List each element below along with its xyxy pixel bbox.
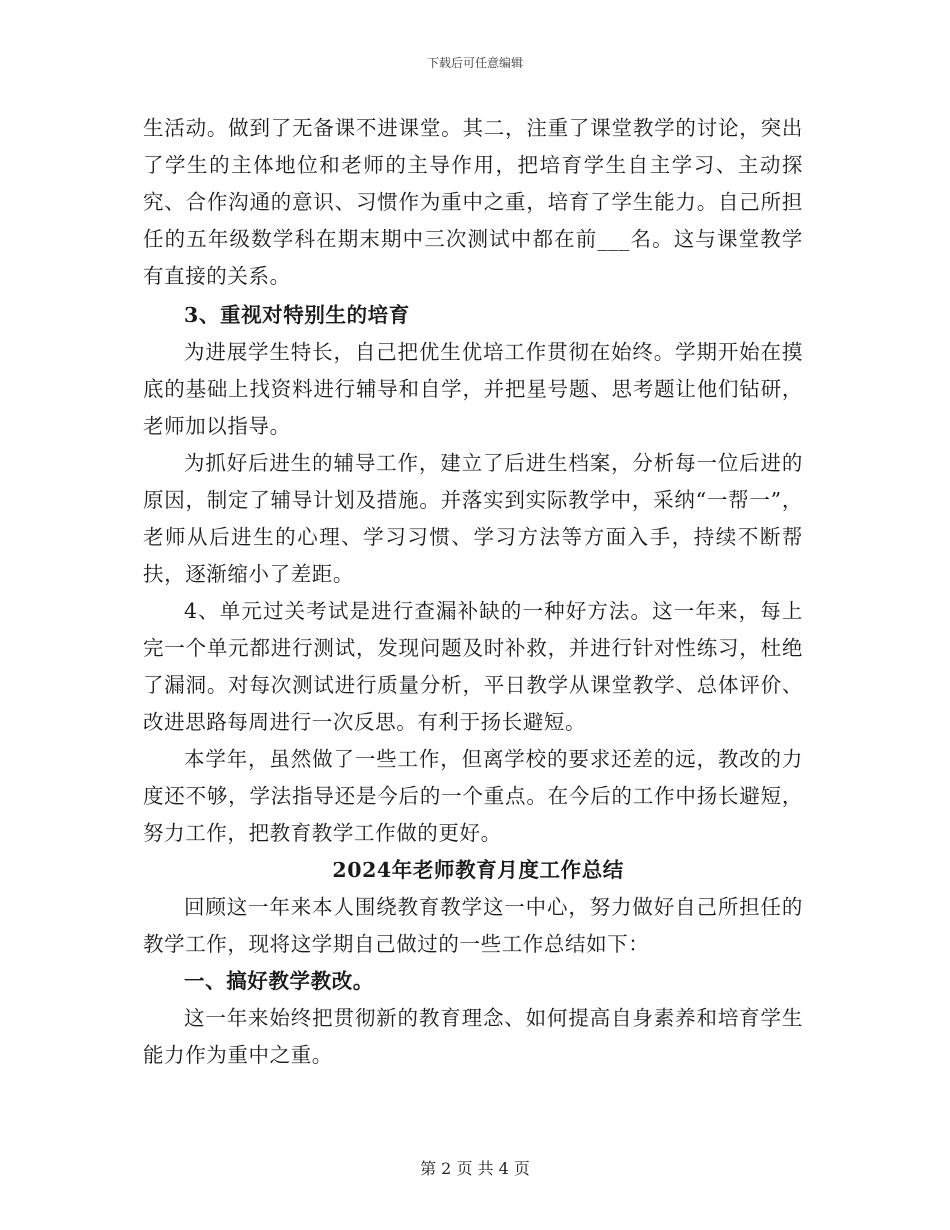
page-header: 下载后可任意编辑 bbox=[426, 56, 523, 70]
page-footer: 第 2 页 共 4 页 bbox=[420, 1159, 530, 1178]
document-title: 2024年老师教育月度工作总结 bbox=[332, 858, 624, 882]
paragraph-gifted-students: 为进展学生特长，自己把优生优培工作贯彻在始终。学期开始在摸底的基础上找资料进行辅导和自学，并把星号题、思考题让他们钻研，老师加以指导。 bbox=[143, 340, 803, 438]
paragraph-unit-tests: 4、单元过关考试是进行查漏补缺的一种好方法。这一年来，每上完一个单元都进行测试，发现问题及时补救，并进行针对性练习，杜绝了漏洞。对每次测试进行质量分析，平日教学从课堂教学、总体评价、改进思路每周进行一次反思。有利于扬长避短。 bbox=[143, 599, 803, 734]
paragraph-struggling-students: 为抓好后进生的辅导工作，建立了后进生档案，分析每一位后进的原因，制定了辅导计划及措施。并落实到实际教学中，采纳“一帮一”，老师从后进生的心理、学习习惯、学习方法等方面入手，持续不断帮扶，逐渐缩小了差距。 bbox=[143, 451, 803, 586]
document-body bbox=[143, 110, 803, 1074]
paragraph-teaching-reform: 这一年来始终把贯彻新的教育理念、如何提高自身素养和培育学生能力作为重中之重。 bbox=[143, 1006, 803, 1067]
paragraph-continuation: 生活动。做到了无备课不进课堂。其二，注重了课堂教学的讨论，突出了学生的主体地位和老师的主导作用，把培育学生自主学习、主动探究、合作沟通的意识、习惯作为重中之重，培育了学生能力。自己所担任的五年级数学科在期末期中三次测试中都在前___名。这与课堂教学有直接的关系。 bbox=[143, 116, 803, 288]
paragraph-conclusion: 本学年，虽然做了一些工作，但离学校的要求还差的远，教改的力度还不够，学法指导还是今后的一个重点。在今后的工作中扬长避短，努力工作，把教育教学工作做的更好。 bbox=[143, 747, 803, 845]
section-heading-3: 3、重视对特别生的培育 bbox=[184, 303, 410, 327]
paragraph-intro: 回顾这一年来本人围绕教育教学这一中心，努力做好自己所担任的教学工作，现将这学期自己做过的一些工作总结如下： bbox=[143, 895, 803, 956]
section-heading-1: 一、搞好教学教改。 bbox=[184, 969, 374, 993]
